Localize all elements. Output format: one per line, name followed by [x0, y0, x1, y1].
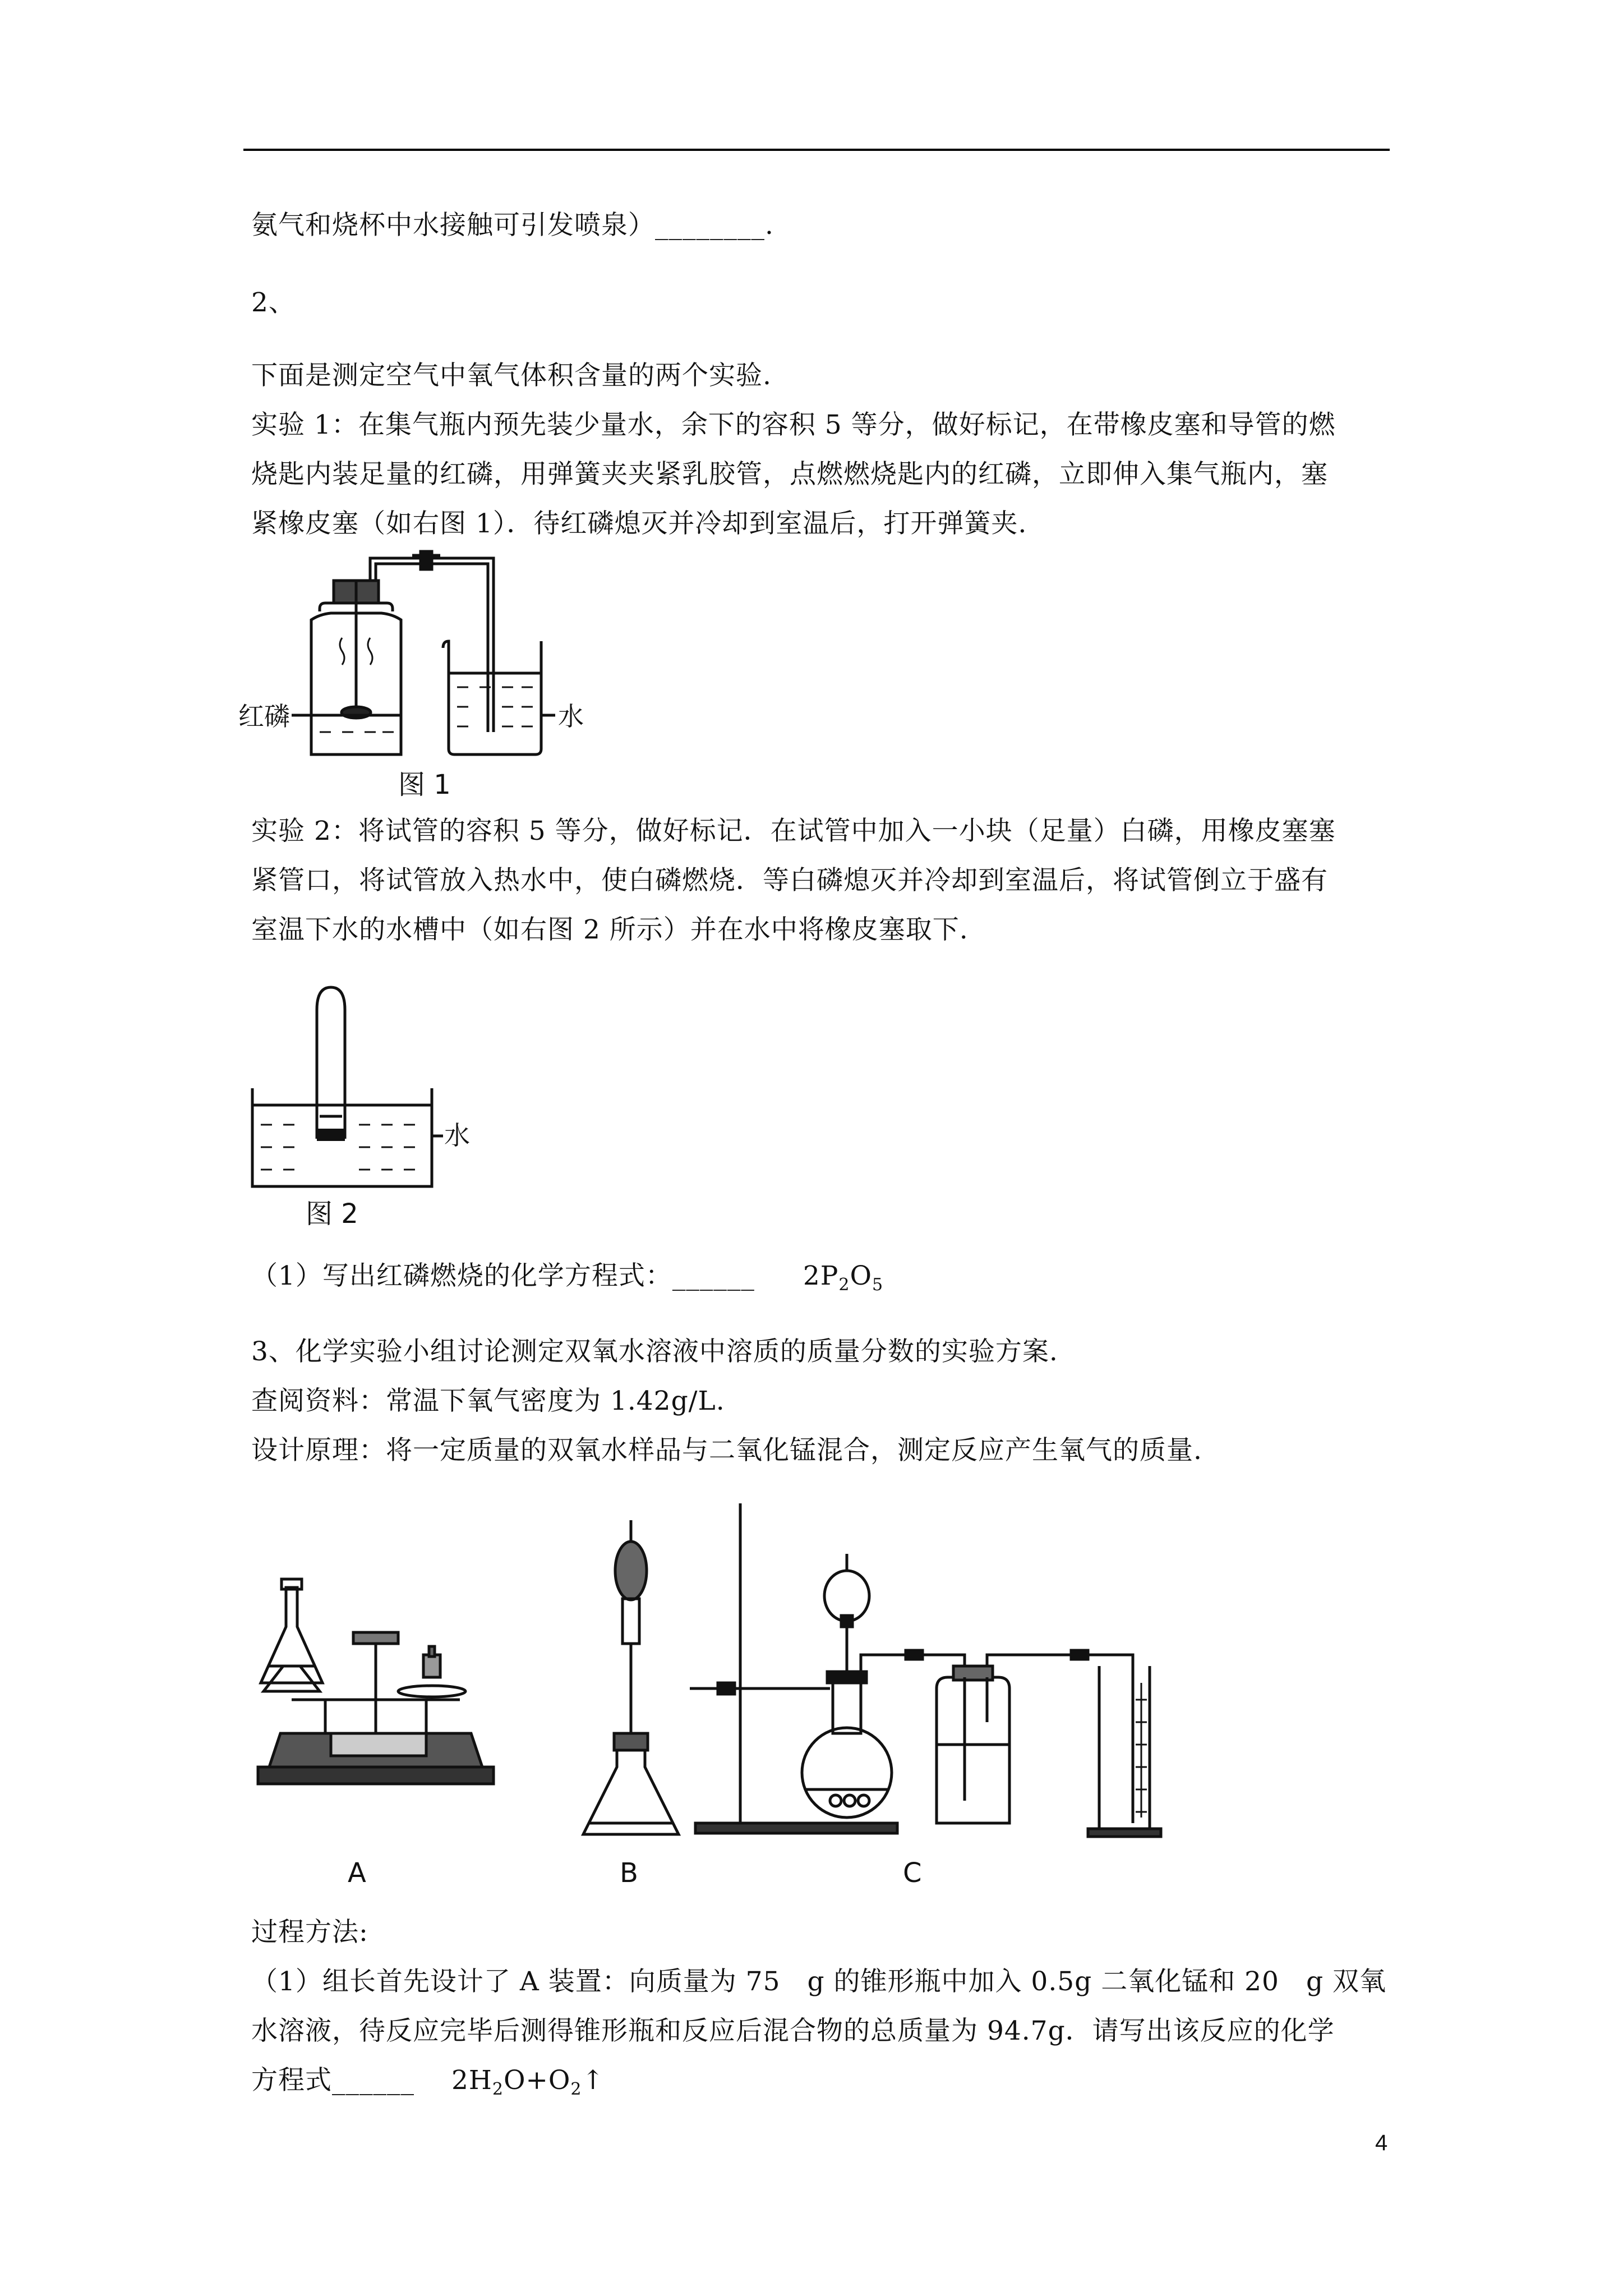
text-line: 紧管口，将试管放入热水中，使白磷燃烧．等白磷熄灭并冷却到室温后，将试管倒立于盛有	[251, 865, 1328, 896]
answer-formula	[451, 2065, 605, 2099]
question-1-prompt: （1）写出红磷燃烧的化学方程式：______	[251, 1260, 755, 1291]
apparatus-c-caption: C	[903, 1857, 922, 1889]
label-red-phosphorus: 红磷	[238, 701, 290, 731]
equation-prompt: 方程式______	[251, 2065, 414, 2096]
text-line: 设计原理：将一定质量的双氧水样品与二氧化锰混合，测定反应产生氧气的质量.	[251, 1435, 1202, 1466]
apparatus-figure	[247, 1487, 1211, 1896]
text-line: 实验 2：将试管的容积 5 等分，做好标记．在试管中加入一小块（足量）白磷，用橡皮塞塞	[251, 816, 1336, 846]
question-1	[251, 1259, 883, 1302]
text-line: （1）组长首先设计了 A 装置：向质量为 75 g 的锥形瓶中加入 0.5g 二氧化锰和 20 g 双氧	[251, 1966, 1386, 1997]
text-line: 水溶液，待反应完毕后测得锥形瓶和反应后混合物的总质量为 94.7g．请写出该反应的化学	[251, 2016, 1335, 2046]
label-water: 水	[444, 1120, 470, 1151]
figure-1-caption: 图 1	[398, 769, 451, 800]
formula-part: 2P	[803, 1260, 839, 1291]
apparatus-b-caption: B	[620, 1857, 638, 1889]
formula-subscript: 2	[492, 2079, 504, 2099]
formula-subscript: 2	[838, 1275, 850, 1295]
text-line: 查阅资料：常温下氧气密度为 1.42g/L.	[251, 1386, 725, 1416]
text-line: 紧橡皮塞（如右图 1）．待红磷熄灭并冷却到室温后，打开弹簧夹.	[251, 508, 1027, 539]
gas-arrow-icon: ↑	[582, 2065, 605, 2096]
text-line: 实验 1：在集气瓶内预先装少量水，余下的容积 5 等分，做好标记，在带橡皮塞和导管的燃	[251, 409, 1336, 440]
header-rule	[243, 149, 1390, 151]
text-line: 3、化学实验小组讨论测定双氧水溶液中溶质的质量分数的实验方案.	[251, 1336, 1058, 1367]
figure-1	[236, 547, 594, 805]
page-number: 4	[1375, 2131, 1388, 2155]
formula-subscript: 2	[570, 2079, 582, 2099]
formula-subscript: 5	[872, 1275, 884, 1295]
formula-part: 2H	[451, 2065, 492, 2096]
text-line: 下面是测定空气中氧气体积含量的两个实验.	[251, 360, 772, 391]
figure-2-caption: 图 2	[306, 1198, 358, 1230]
label-water: 水	[558, 701, 584, 731]
formula-part: O+O	[503, 2065, 571, 2096]
figure-2	[241, 976, 505, 1234]
answer-formula	[803, 1260, 884, 1295]
text-line: 氨气和烧杯中水接触可引发喷泉）________.	[251, 210, 774, 241]
question-number: 2、	[251, 287, 296, 318]
formula-part: O	[850, 1260, 873, 1291]
text-line: 过程方法:	[251, 1917, 368, 1948]
apparatus-a-caption: A	[348, 1857, 366, 1889]
text-line: 室温下水的水槽中（如右图 2 所示）并在水中将橡皮塞取下.	[251, 914, 969, 945]
question-equation-line	[251, 2064, 605, 2106]
text-line: 烧匙内装足量的红磷，用弹簧夹夹紧乳胶管，点燃燃烧匙内的红磷，立即伸入集气瓶内，塞	[251, 459, 1328, 490]
